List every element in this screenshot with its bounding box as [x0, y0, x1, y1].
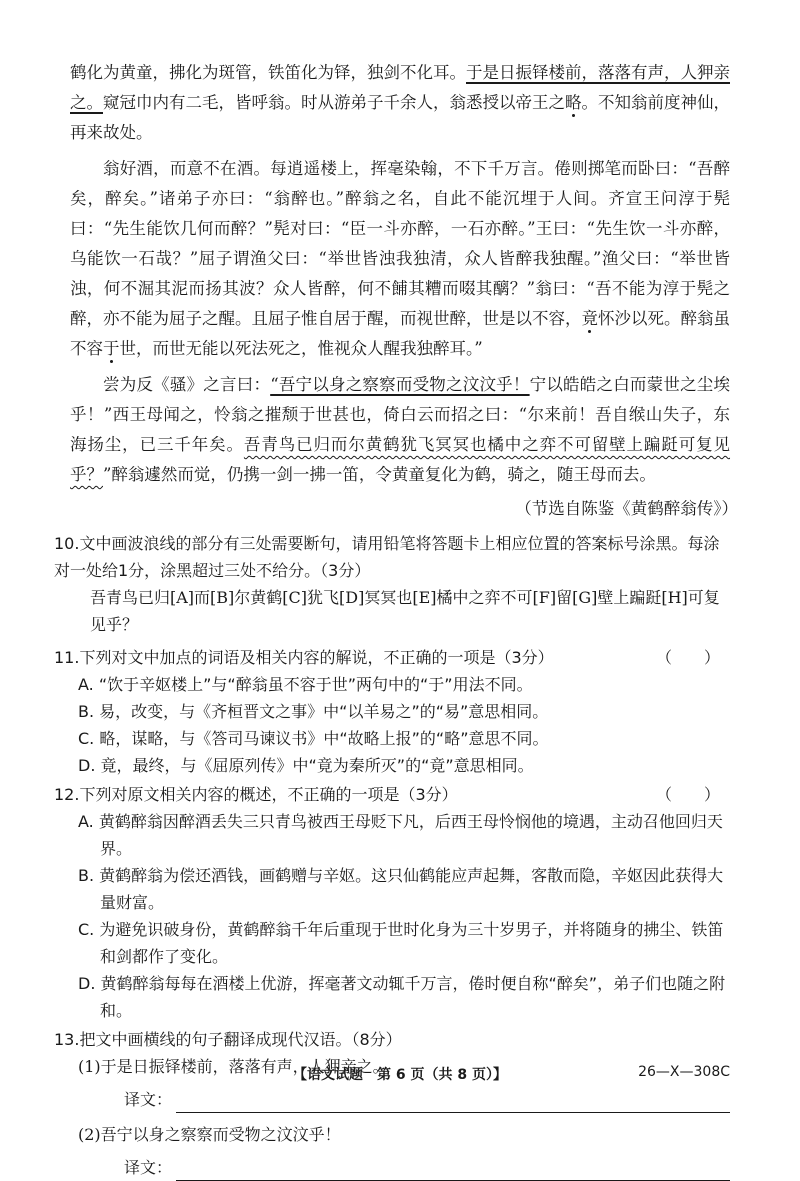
- passage-paragraph-2: [70, 154, 730, 364]
- passage-paragraph-3: [70, 370, 730, 490]
- passage-text: 世，而世无能以死法死之，惟视众人醒我独醉耳。”: [119, 339, 483, 358]
- underlined-sentence-1: 于是日振铎楼前，落落有声，人狎亲之。: [70, 63, 730, 112]
- answer-line-2[interactable]: [176, 1160, 730, 1181]
- question-12: [54, 781, 730, 1024]
- question-stem: [54, 1026, 730, 1053]
- translation-label: 译文：: [124, 1158, 173, 1177]
- option-c: C. 为避免识破身份，黄鹤醉翁千年后重现于世时化身为三十岁男子，并将随身的拂尘、铁笛和剑都作了变化。: [78, 920, 724, 966]
- passage-text: 翁好酒，而意不在酒。每逍遥楼上，挥毫染翰，不下千万言。倦则掷笔而卧曰：“吾醉矣，醉矣。”诸弟子亦曰：“翁醉也。”醉翁之名，自此不能沉埋于人间。齐宣王问淳于髡曰：“先生能饮几何而醉？”髡对曰：“臣一斗亦醉，一石亦醉。”王曰：“先生饮一斗亦醉，乌能饮一石哉？”屈子谓渔父曰：“举世皆浊我独清，众人皆醉我独醒。”渔父曰：“举世皆浊，何不淈其泥而扬其波？众人皆醉，何不餔其糟而啜其醨？”翁曰：“吾不能为淳于髡之醉，亦不能为屈子之醒。且屈子惟自居于醒，而视世醉，世是以不容，: [70, 159, 730, 328]
- question-stem: [54, 644, 730, 671]
- answer-line-1[interactable]: [176, 1092, 730, 1113]
- passage-text: 怀沙以死。醉翁虽不容: [70, 309, 730, 358]
- wavy-underlined-passage: 吾青鸟已归而尔黄鹤犹飞冥冥也橘中之弈不可留壁上蹁跹可复见乎？: [70, 435, 731, 484]
- option-c: C. 略，谋略，与《答司马谏议书》中“故略上报”的“略”意思不同。: [78, 729, 549, 748]
- option-b: B. 黄鹤醉翁为偿还酒钱，画鹤赠与辛妪。这只仙鹤能应声起舞，客散而隐，辛妪因此获得大量财富。: [78, 866, 724, 912]
- passage-text: 。不知翁前度神仙，再来故处。: [70, 93, 730, 142]
- question-10: [54, 530, 730, 638]
- question-text: 下列对原文相关内容的概述，不正确的一项是（3分）: [79, 785, 458, 804]
- option-b: B. 易，改变，与《齐桓晋文之事》中“以羊易之”的“易”意思相同。: [78, 702, 549, 721]
- passage-text: 尝为反《骚》之言曰：: [103, 375, 271, 394]
- option-d: D. 竟，最终，与《屈原列传》中“竟为秦所灭”的“竟”意思相同。: [78, 756, 534, 775]
- option-a: A. 黄鹤醉翁因醉酒丢失三只青鸟被西王母贬下凡，后西王母怜悯他的境遇，主动召他回归天界。: [78, 812, 723, 858]
- source-citation: （节选自陈鉴《黄鹤醉翁传》）: [515, 499, 738, 518]
- question-number: 11.: [54, 648, 80, 667]
- footer-title: 【语文试题 第 6 页（共 8 页）】: [293, 1067, 507, 1083]
- option-a: A. “饮于辛妪楼上”与“醉翁虽不容于世”两句中的“于”用法不同。: [78, 675, 533, 694]
- passage-text: 宁以皓皓之白而蒙世之尘埃乎！”西王母闻之，怜翁之摧颓于世甚也，倚白云而招之曰：“尔来前！吾自缑山失子，东海扬尘，已三千年矣。: [70, 375, 731, 454]
- question-number: 12.: [54, 785, 80, 804]
- question-number: 13.: [54, 1030, 80, 1049]
- translation-label: 译文：: [124, 1090, 173, 1109]
- sentence-with-markers: 吾青鸟已归[A]而[B]尔黄鹤[C]犹飞[D]冥冥也[E]橘中之弈不可[F]留[G]壁上蹁跹[H]可复见乎？: [90, 588, 720, 634]
- question-stem: [54, 530, 730, 584]
- passage-text: 窥冠巾内有二毛，皆呼翁。时从游弟子千余人，翁悉授以帝王之: [103, 93, 565, 112]
- footer-exam-code: 26—X—308C: [638, 1064, 730, 1080]
- answer-bracket[interactable]: （ ）: [655, 785, 720, 804]
- passage-text: 鹤化为黄童，拂化为斑管，铁笛化为铎，独剑不化耳。: [70, 63, 466, 82]
- question-11: [54, 644, 730, 779]
- translation-item-1: (1)于是日振铎楼前，落落有声，人狎亲之。: [78, 1057, 389, 1076]
- underlined-sentence-2: “吾宁以身之察察而受物之汶汶乎！: [270, 375, 530, 394]
- question-number: 10.: [54, 534, 80, 553]
- option-d: D. 黄鹤醉翁每每在酒楼上优游，挥毫著文动辄千万言，倦时便自称“醉矣”，弟子们也随之附和。: [78, 974, 726, 1020]
- translation-answer-row-2: [70, 1154, 730, 1181]
- dotted-word-yu: 于: [103, 339, 120, 358]
- dotted-word-jing: 竟: [581, 309, 598, 328]
- question-text: 下列对文中加点的词语及相关内容的解说，不正确的一项是（3分）: [79, 648, 554, 667]
- translation-item-2: (2)吾宁以身之察察而受物之汶汶乎！: [78, 1125, 341, 1144]
- passage-text: ”醉翁遽然而觉，仍携一剑一拂一笛，令黄童复化为鹤，骑之，随王母而去。: [103, 465, 656, 484]
- question-13: [54, 1026, 730, 1181]
- dotted-word-lve: 略: [565, 93, 582, 112]
- translation-answer-row-1: [70, 1086, 730, 1113]
- question-text: 把文中画横线的句子翻译成现代汉语。（8分）: [79, 1030, 402, 1049]
- question-text: 文中画波浪线的部分有三处需要断句，请用铅笔将答题卡上相应位置的答案标号涂黑。每涂对一处给1分，涂黑超过三处不给分。（3分）: [54, 534, 720, 580]
- passage-paragraph-1: [70, 58, 730, 148]
- question-stem: [54, 781, 730, 808]
- answer-bracket[interactable]: （ ）: [655, 648, 720, 667]
